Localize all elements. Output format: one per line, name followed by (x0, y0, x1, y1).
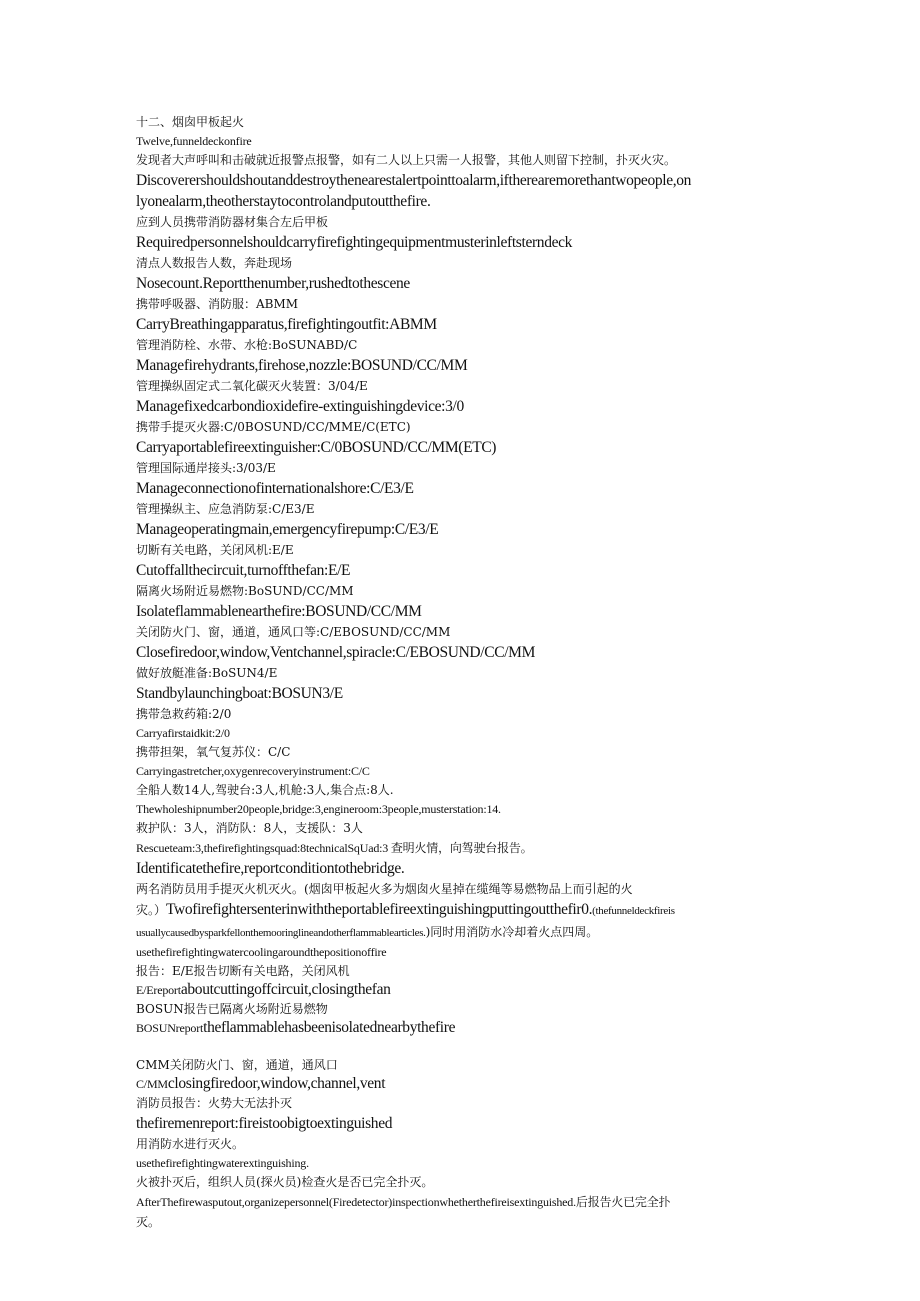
ff-report-en: thefiremenreport:fireistoobigtoextinguished (136, 1115, 393, 1132)
after-zh: 火被扑灭后，组织人员(探火员)检查火是否已完全扑灭。 (136, 1175, 434, 1189)
discover-en-1: Discoverershouldshoutanddestroythenearestalertpointtoalarm,iftherearemorethantwopeople,on (136, 172, 692, 189)
squad-zh: 救护队：3人，消防队：8人，支援队：3人 (136, 821, 363, 835)
heading-zh: 十二、烟囱甲板起火 (136, 115, 245, 129)
report-en-a: E/Ereport (136, 983, 181, 997)
use-water-zh: 用消防水进行灭火。 (136, 1137, 245, 1151)
after-zh3: 灭。 (136, 1215, 161, 1229)
shore-en: Manageconnectionofinternationalshore:C/E3/E (136, 480, 414, 497)
boat-zh: 做好放艇准备:BoSUN4/E (136, 666, 278, 680)
isolate-en: Isolateflammablenearthefire:BOSUND/CC/MM (136, 603, 422, 620)
pump-en: Manageoperatingmain,emergencyfirepump:C/E3/E (136, 521, 439, 538)
breathing-zh: 携带呼吸器、消防服：ABMM (136, 297, 299, 311)
co2-zh: 管理操纵固定式二氧化碳灭火装置：3/04/E (136, 379, 368, 393)
report-zh: 报告：E/E报告切断有关电路，关闭风机 (136, 964, 350, 978)
cooling-en: usethefirefightingwatercoolingaroundthepositionoffire (136, 945, 387, 959)
hydrant-en: Managefirehydrants,firehose,nozzle:BOSUND/CC/MM (136, 357, 468, 374)
co2-en: Managefixedcarbondioxidefire-extinguishingdevice:3/0 (136, 398, 464, 415)
firstaid-zh: 携带急救药箱:2/0 (136, 707, 232, 721)
cmm-en-b: closingfiredoor,window,channel,vent (167, 1075, 386, 1092)
usually-line (136, 921, 786, 943)
headcount-en: Nosecount.Reportthenumber,rushedtothescene (136, 275, 410, 292)
usually-zh: )同时用消防水冷却着火点四周。 (425, 925, 599, 939)
bosun-en-b: theflammablehasbeenisolatednearbythefire (203, 1019, 456, 1036)
bosun-en-line (136, 1019, 786, 1037)
cmm-zh: CMM关闭防火门、窗，通道，通风口 (136, 1058, 338, 1072)
extinguisher-zh: 携带手提灭火器:C/0BOSUND/CC/MME/C(ETC) (136, 420, 411, 434)
use-water-en: usethefirefightingwaterextinguishing. (136, 1156, 309, 1170)
firstaid-en: Carryafirstaidkit:2/0 (136, 726, 230, 740)
ff-report-zh: 消防员报告：火势大无法扑灭 (136, 1096, 293, 1110)
usually-en: usuallycausedbysparkfellonthemooringlineandotherflammablearticles. (136, 927, 426, 939)
cmm-en-a: C/MM (136, 1077, 168, 1091)
discover-en-2: lyonealarm,theotherstaytocontrolandputoutthefire. (136, 193, 431, 210)
firedoor-zh: 关闭防火门、窗，通道，通风口等:C/EBOSUND/CC/MM (136, 625, 451, 639)
muster-zh: 应到人员携带消防器材集合左后甲板 (136, 215, 329, 229)
report-en-b: aboutcuttingoffcircuit,closingthefan (180, 981, 391, 998)
stretcher-zh: 携带担架，氧气复苏仪：C/C (136, 745, 291, 759)
boat-en: Standbylaunchingboat:BOSUN3/E (136, 685, 343, 702)
after-zh2: 后报告火已完全扑 (575, 1195, 671, 1209)
two-ff-line (136, 899, 786, 921)
two-ff-en: Twofirefightersenterinwiththeportablefireextinguishingputtingoutthefir0. (166, 901, 593, 918)
stretcher-en: Carryingastretcher,oxygenrecoveryinstrument:C/C (136, 764, 370, 778)
hydrant-zh: 管理消防栓、水带、水枪:BoSUNABD/C (136, 338, 358, 352)
bosun-en-a: BOSUNreport (136, 1021, 204, 1035)
squad-zh-b: 查明火情，向驾驶台报告。 (388, 841, 533, 855)
crew-zh: 全船人数14人,驾驶台:3人,机舱:3人,集合点:8人. (136, 783, 394, 797)
headcount-zh: 清点人数报告人数，奔赴现场 (136, 256, 293, 270)
two-ff-zh: 两名消防员用手提灭火机灭火。(烟囱甲板起火多为烟囱火星掉在缆绳等易燃物品上而引起的火 (136, 882, 633, 896)
after-en-line (136, 1192, 786, 1212)
bosun-zh: BOSUN报告已隔离火场附近易燃物 (136, 1002, 328, 1016)
after-en: AfterThefirewasputout,organizepersonnel(Firedetector)inspectionwhetherthefireisextinguished. (136, 1195, 576, 1209)
circuit-zh: 切断有关电路，关闭风机:E/E (136, 543, 294, 557)
isolate-zh: 隔离火场附近易燃物:BoSUND/CC/MM (136, 584, 354, 598)
heading-en: Twelve,funneldeckonfire (136, 134, 252, 148)
breathing-en: CarryBreathingapparatus,firefightingoutfit:ABMM (136, 316, 437, 333)
squad-en: Rescueteam:3,thefirefightingsquad:8technicalSqUad:3 (136, 841, 389, 855)
report-en-line (136, 981, 786, 999)
circuit-en: Cutoffallthecircuit,turnoffthefan:E/E (136, 562, 351, 579)
document-page (136, 112, 786, 1232)
extinguisher-en: Carryaportablefireextinguisher:C/0BOSUND/CC/MM(ETC) (136, 439, 497, 456)
shore-zh: 管理国际通岸接头:3/03/E (136, 461, 276, 475)
two-ff-en-small: (thefunneldeckfireis (592, 905, 675, 917)
crew-en: Thewholeshipnumber20people,bridge:3,engineroom:3people,musterstation:14. (136, 802, 501, 816)
paragraph-gap (136, 1037, 786, 1055)
cmm-en-line (136, 1075, 786, 1093)
identify-en: Identificatethefire,reportconditiontothebridge. (136, 860, 405, 877)
muster-en: Requiredpersonnelshouldcarryfirefightingequipmentmusterinleftsterndeck (136, 234, 573, 251)
firedoor-en: Closefiredoor,window,Ventchannel,spiracle:C/EBOSUND/CC/MM (136, 644, 536, 661)
pump-zh: 管理操纵主、应急消防泵:C/E3/E (136, 502, 315, 516)
two-ff-zh2: 灾。） (136, 903, 167, 917)
discover-zh: 发现者大声呼叫和击破就近报警点报警，如有二人以上只需一人报警，其他人则留下控制，扑灭火灾。 (136, 153, 677, 167)
squad-en-line (136, 838, 786, 858)
